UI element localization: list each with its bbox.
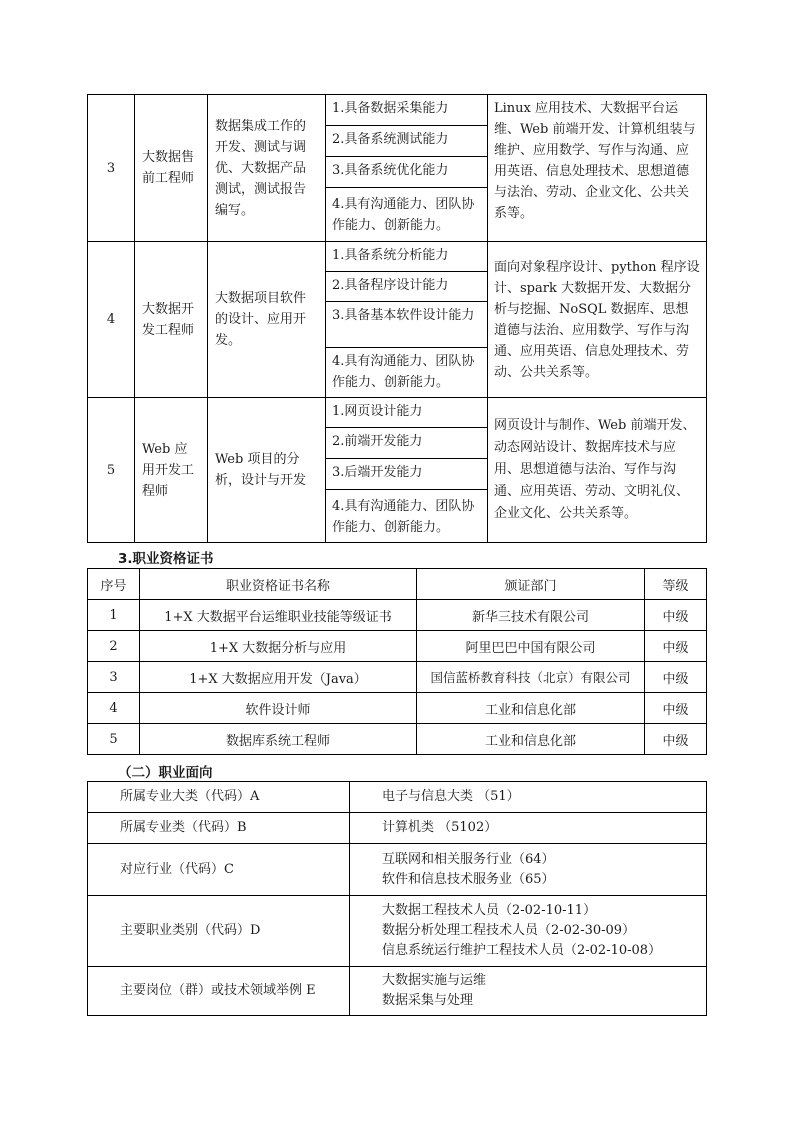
table-row	[88, 844, 707, 896]
ability-item: 3.具备系统优化能力	[326, 157, 487, 188]
ability-item: 2.具备程序设计能力	[326, 272, 487, 302]
ability-list	[326, 398, 488, 543]
ability-item: 2.具备系统测试能力	[326, 126, 487, 157]
orientation-value	[350, 967, 707, 1016]
value-line: 电子与信息大类 （51）	[382, 789, 520, 804]
cert-name: 1+X 大数据分析与应用	[140, 631, 417, 662]
column-header: 职业资格证书名称	[140, 569, 417, 600]
ability-item: 3.后端开发能力	[326, 459, 487, 490]
table-row	[88, 967, 707, 1016]
cert-number: 1	[88, 600, 140, 631]
column-header: 等级	[645, 569, 707, 600]
row-number: 5	[88, 398, 135, 543]
value-line: 互联网和相关服务行业（64）	[382, 851, 555, 867]
orientation-label: 所属专业大类（代码）A	[88, 782, 350, 813]
cert-name: 1+X 大数据平台运维职业技能等级证书	[140, 600, 417, 631]
cert-level: 中级	[645, 693, 707, 724]
job-duties: 大数据项目软件的设计、应用开发。	[208, 242, 326, 398]
ability-item: 4.具有沟通能力、团队协作能力、创新能力。	[332, 197, 475, 233]
column-header: 序号	[88, 569, 140, 600]
cert-number: 3	[88, 662, 140, 693]
cert-level: 中级	[645, 631, 707, 662]
ability-item: 4.具有沟通能力、团队协作能力、创新能力。	[332, 354, 475, 390]
table-header-row	[88, 569, 707, 600]
table-row	[88, 813, 707, 844]
position-name: 大数据售前工程师	[135, 95, 208, 242]
orientation-label: 所属专业类（代码）B	[88, 813, 350, 844]
cert-name: 1+X 大数据应用开发（Java）	[140, 662, 417, 693]
course-list: 网页设计与制作、Web 前端开发、动态网站设计、数据库技术与应用、思想道德与法治、写作与沟通、应用英语、劳动、文明礼仪、企业文化、公共关系等。	[488, 398, 707, 543]
value-line: 数据分析处理工程技术人员（2-02-30-09）	[382, 923, 636, 938]
cert-issuer: 工业和信息化部	[417, 724, 645, 755]
value-line: 软件和信息技术服务业（65）	[382, 871, 555, 887]
section-heading: （二）职业面向	[118, 765, 213, 781]
cert-level: 中级	[645, 662, 707, 693]
ability-item: 1.网页设计能力	[326, 398, 487, 428]
column-header: 颁证部门	[417, 569, 645, 600]
table-row	[88, 631, 707, 662]
table-row	[88, 662, 707, 693]
ability-list	[326, 95, 488, 242]
cert-number: 2	[88, 631, 140, 662]
table-row	[88, 693, 707, 724]
table-row	[88, 95, 707, 242]
section-heading: 3.职业资格证书	[118, 551, 214, 567]
value-line: 大数据实施与运维	[382, 973, 487, 988]
cert-name: 数据库系统工程师	[140, 724, 417, 755]
cert-name: 软件设计师	[140, 693, 417, 724]
job-position-table	[87, 94, 707, 543]
certificate-table	[87, 568, 707, 755]
cert-level: 中级	[645, 724, 707, 755]
value-line: 数据采集与处理	[382, 993, 474, 1008]
table-row	[88, 724, 707, 755]
course-list: 面向对象程序设计、python 程序设计、spark 大数据开发、大数据分析与挖掘、NoSQL 数据库、思想道德与法治、应用数学、写作与沟通、应用英语、信息处理技术、劳动、公共关系等。	[488, 242, 707, 398]
value-line: 计算机类 （5102）	[382, 820, 498, 835]
orientation-table	[87, 781, 707, 1016]
ability-item: 3.具备基本软件设计能力	[326, 302, 487, 348]
job-duties: 数据集成工作的开发、测试与调优、大数据产品测试，测试报告编写。	[208, 95, 326, 242]
ability-item: 1.具备系统分析能力	[326, 242, 487, 272]
table-row	[88, 600, 707, 631]
orientation-value	[350, 813, 707, 844]
row-number: 3	[88, 95, 135, 242]
table-row	[88, 398, 707, 543]
course-list: Linux 应用技术、大数据平台运维、Web 前端开发、计算机组装与维护、应用数学、写作与沟通、应用英语、信息处理技术、思想道德与法治、劳动、企业文化、公共关系等。	[488, 95, 707, 242]
cert-number: 4	[88, 693, 140, 724]
table-row	[88, 782, 707, 813]
job-duties: Web 项目的分析，设计与开发	[208, 398, 326, 543]
value-line: 大数据工程技术人员（2-02-10-11）	[382, 903, 597, 918]
cert-issuer: 工业和信息化部	[417, 693, 645, 724]
orientation-label: 主要岗位（群）或技术领域举例 E	[88, 967, 350, 1016]
position-name: 大数据开发工程师	[135, 242, 208, 398]
position-name: Web 应用开发工程师	[135, 398, 208, 543]
cert-issuer: 阿里巴巴中国有限公司	[417, 631, 645, 662]
ability-item: 1.具备数据采集能力	[326, 95, 487, 126]
cert-level: 中级	[645, 600, 707, 631]
table-row	[88, 242, 707, 398]
table-row	[88, 896, 707, 967]
value-line: 信息系统运行维护工程技术人员（2-02-10-08）	[382, 943, 662, 958]
orientation-label: 对应行业（代码）C	[88, 844, 350, 896]
row-number: 4	[88, 242, 135, 398]
orientation-label: 主要职业类别（代码）D	[88, 896, 350, 967]
orientation-value	[350, 896, 707, 967]
ability-item: 2.前端开发能力	[326, 428, 487, 459]
ability-item: 4.具有沟通能力、团队协作能力、创新能力。	[332, 499, 475, 535]
cert-issuer: 新华三技术有限公司	[417, 600, 645, 631]
orientation-value	[350, 782, 707, 813]
orientation-value	[350, 844, 707, 896]
cert-issuer: 国信蓝桥教育科技（北京）有限公司	[417, 662, 645, 693]
ability-list	[326, 242, 488, 398]
cert-number: 5	[88, 724, 140, 755]
